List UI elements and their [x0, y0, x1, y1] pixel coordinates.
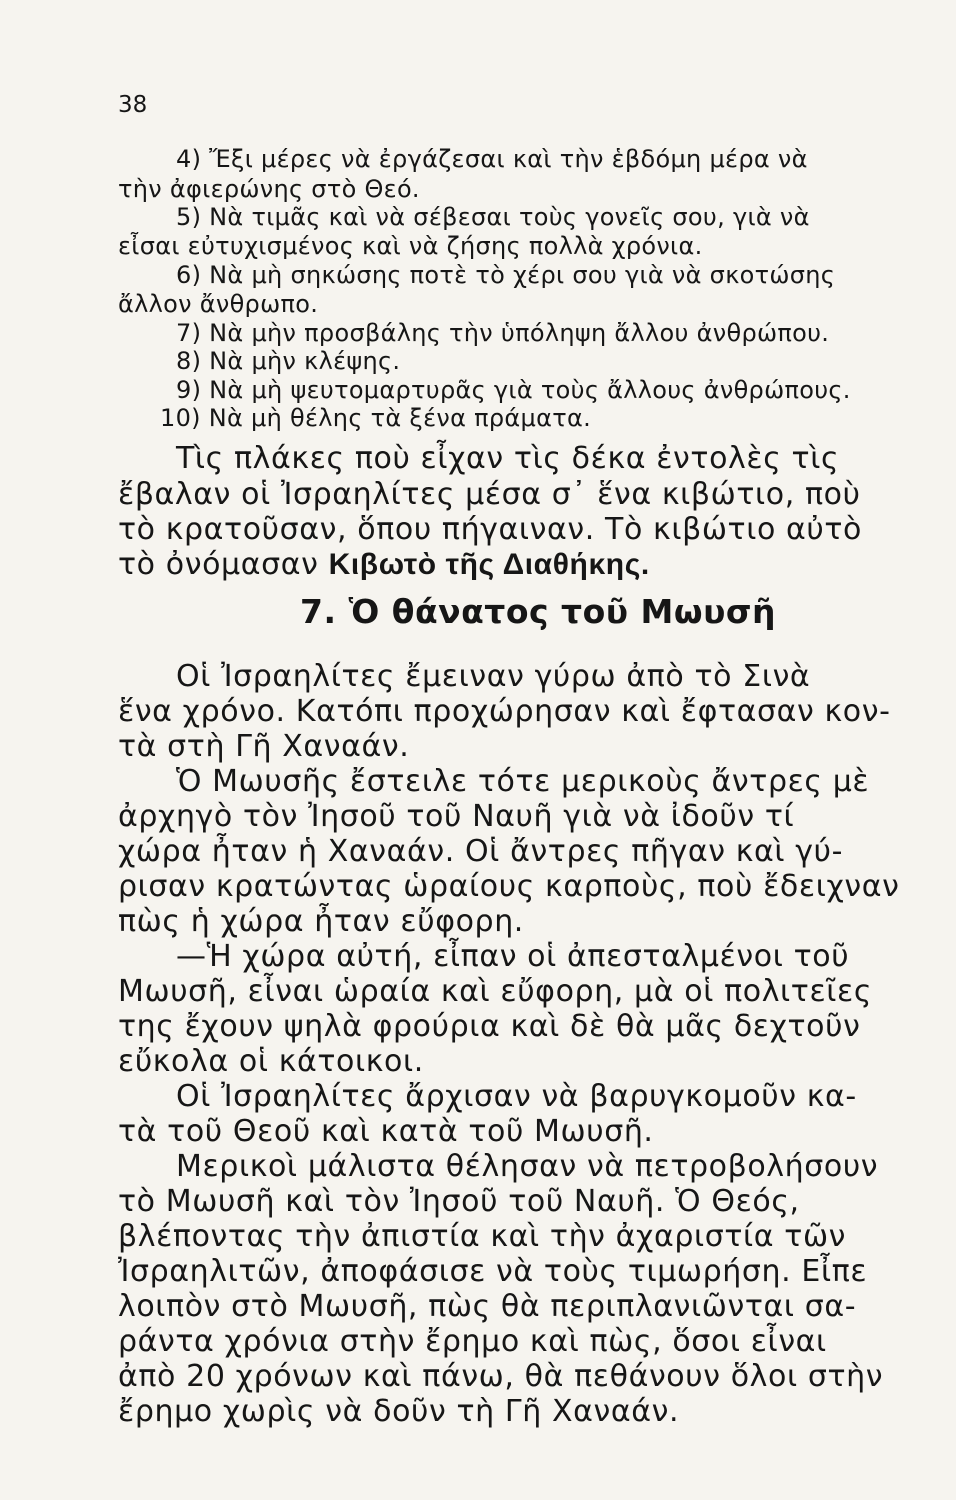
list-line: 8) Νὰ μὴν κλέψης. [176, 347, 401, 375]
body-line: εὔκολα οἱ κάτοικοι. [118, 1044, 424, 1079]
body-line: Μωυσῆ, εἶναι ὡραία καὶ εὔφορη, μὰ οἱ πολιτεῖες [118, 974, 873, 1009]
body-line: Ὁ Μωυσῆς ἔστειλε τότε μερικοὺς ἄντρες μὲ [176, 764, 870, 799]
body-line: της ἔχουν ψηλὰ φρούρια καὶ δὲ θὰ μᾶς δεχτοῦν [118, 1009, 861, 1044]
body-line: Ἰσραηλιτῶν, ἀποφάσισε νὰ τοὺς τιμωρήση. Εἶπε [118, 1254, 868, 1289]
list-line: 6) Νὰ μὴ σηκώσης ποτὲ τὸ χέρι σου γιὰ νὰ σκοτώσης [176, 261, 836, 289]
body-line: τὰ στὴ Γῆ Χαναάν. [118, 729, 410, 764]
ark-name: Κιβωτὸ τῆς Διαθήκης. [328, 548, 650, 581]
body-line: λοιπὸν στὸ Μωυσῆ, πὼς θὰ περιπλανιῶνται σα- [118, 1289, 857, 1324]
body-line: βλέποντας τὴν ἀπιστία καὶ τὴν ἀχαριστία τῶν [118, 1219, 847, 1254]
body-line: Οἱ Ἰσραηλίτες ἄρχισαν νὰ βαρυγκομοῦν κα- [176, 1079, 857, 1114]
paragraph-line: Τὶς πλάκες ποὺ εἶχαν τὶς δέκα ἐντολὲς τὶς [176, 441, 840, 476]
paragraph-line: ἔβαλαν οἱ Ἰσραηλίτες μέσα σ᾽ ἕνα κιβώτιο, ποὺ [118, 477, 861, 512]
list-line: 7) Νὰ μὴν προσβάλης τὴν ὑπόληψη ἄλλου ἀνθρώπου. [176, 319, 830, 347]
body-line: ράντα χρόνια στὴν ἔρημο καὶ πὼς, ὅσοι εἶναι [118, 1324, 827, 1359]
body-line: —Ἡ χώρα αὐτή, εἶπαν οἱ ἀπεσταλμένοι τοῦ [176, 939, 850, 974]
body-line: ρισαν κρατώντας ὡραίους καρποὺς, ποὺ ἔδειχναν [118, 869, 900, 904]
list-line: τὴν ἀφιερώνης στὸ Θεό. [118, 175, 420, 203]
body-line: ἀπὸ 20 χρόνων καὶ πάνω, θὰ πεθάνουν ὅλοι στὴν [118, 1359, 884, 1394]
body-line: τὸ Μωυσῆ καὶ τὸν Ἰησοῦ τοῦ Ναυῆ. Ὁ Θεός, [118, 1184, 800, 1219]
body-line: ἀρχηγὸ τὸν Ἰησοῦ τοῦ Ναυῆ γιὰ νὰ ἰδοῦν τί [118, 799, 795, 834]
body-line: ἕνα χρόνο. Κατόπι προχώρησαν καὶ ἔφτασαν κον- [118, 694, 891, 729]
paragraph-line: τὸ κρατοῦσαν, ὅπου πήγαιναν. Τὸ κιβώτιο αὐτὸ [118, 512, 862, 547]
body-line: Οἱ Ἰσραηλίτες ἔμειναν γύρω ἀπὸ τὸ Σινὰ [176, 659, 811, 694]
paragraph-text: τὸ ὀνόμασαν [118, 547, 319, 582]
list-line: 9) Νὰ μὴ ψευτομαρτυρᾶς γιὰ τοὺς ἄλλους ἀνθρώπους. [176, 376, 851, 404]
body-line: τὰ τοῦ Θεοῦ καὶ κατὰ τοῦ Μωυσῆ. [118, 1114, 654, 1149]
page-number: 38 [118, 92, 148, 118]
list-line: εἶσαι εὐτυχισμένος καὶ νὰ ζήσης πολλὰ χρόνια. [118, 232, 703, 260]
paragraph-line [118, 547, 650, 582]
section-heading: 7. Ὁ θάνατος τοῦ Μωυσῆ [300, 592, 777, 631]
body-line: ἔρημο χωρὶς νὰ δοῦν τὴ Γῆ Χαναάν. [118, 1394, 680, 1429]
list-line: 5) Νὰ τιμᾶς καὶ νὰ σέβεσαι τοὺς γονεῖς σου, γιὰ νὰ [176, 203, 810, 231]
list-line: 4) Ἔξι μέρες νὰ ἐργάζεσαι καὶ τὴν ἑβδόμη μέρα νὰ [176, 145, 808, 173]
body-line: χώρα ἦταν ἡ Χαναάν. Οἱ ἄντρες πῆγαν καὶ γύ- [118, 834, 844, 869]
body-line: πὼς ἡ χώρα ἦταν εὔφορη. [118, 904, 524, 939]
list-line: ἄλλον ἄνθρωπο. [118, 290, 319, 318]
body-line: Μερικοὶ μάλιστα θέλησαν νὰ πετροβολήσουν [176, 1149, 879, 1184]
list-line: 10) Νὰ μὴ θέλης τὰ ξένα πράματα. [160, 404, 592, 432]
